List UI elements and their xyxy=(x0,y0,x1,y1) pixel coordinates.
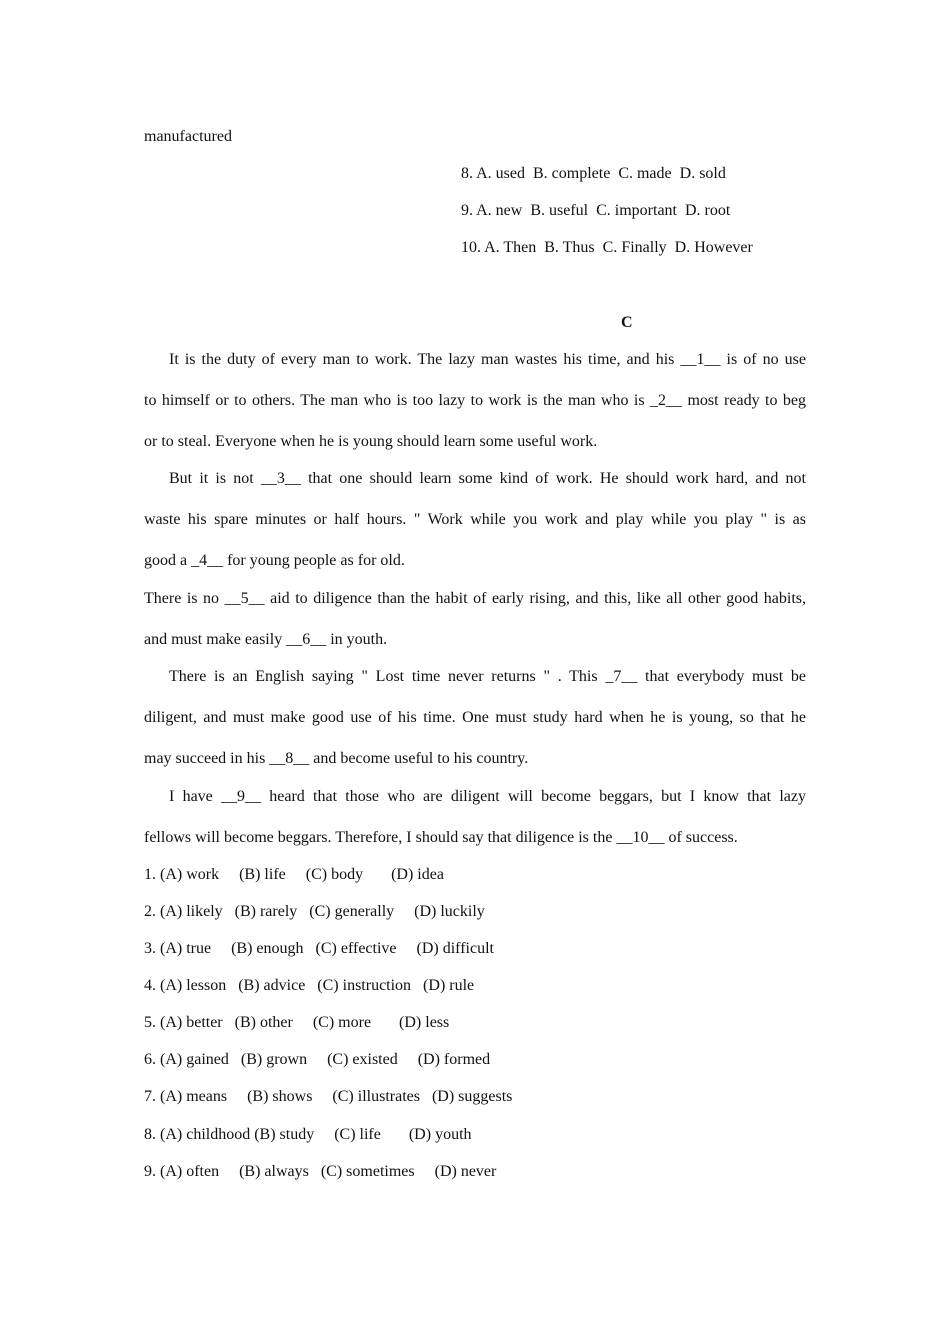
passage-line: There is an English saying " Lost time never returns " . This _7__ that everybody must be xyxy=(169,668,806,685)
passage-line: diligent, and must make good use of his time. One must study hard when he is young, so that he xyxy=(144,709,806,726)
question-option-2: 2. (A) likely (B) rarely (C) generally (D) luckily xyxy=(144,903,485,920)
question-option-1: 1. (A) work (B) life (C) body (D) idea xyxy=(144,866,444,883)
section-c-heading: C xyxy=(621,314,633,331)
passage-line: and must make easily __6__ in youth. xyxy=(144,631,388,648)
previous-passage-fragment: manufactured xyxy=(144,128,232,145)
passage-line: There is no __5__ aid to diligence than the habit of early rising, and this, like all other good habits, xyxy=(144,590,806,607)
passage-line: or to steal. Everyone when he is young should learn some useful work. xyxy=(144,433,598,450)
passage-line: It is the duty of every man to work. The lazy man wastes his time, and his __1__ is of no use xyxy=(169,351,806,368)
question-option-8: 8. (A) childhood (B) study (C) life (D) youth xyxy=(144,1126,472,1143)
passage-line: waste his spare minutes or half hours. " Work while you work and play while you play " is as xyxy=(144,511,806,528)
question-option-9: 9. (A) often (B) always (C) sometimes (D) never xyxy=(144,1163,497,1180)
section-b-option-9: 9. A. new B. useful C. important D. root xyxy=(461,202,731,219)
question-option-6: 6. (A) gained (B) grown (C) existed (D) formed xyxy=(144,1051,491,1068)
passage-line: may succeed in his __8__ and become useful to his country. xyxy=(144,750,529,767)
question-option-4: 4. (A) lesson (B) advice (C) instruction (D) rule xyxy=(144,977,475,994)
question-option-7: 7. (A) means (B) shows (C) illustrates (D) suggests xyxy=(144,1088,513,1105)
passage-line: I have __9__ heard that those who are diligent will become beggars, but I know that lazy xyxy=(169,788,806,805)
passage-line: to himself or to others. The man who is too lazy to work is the man who is _2__ most ready to beg xyxy=(144,392,806,409)
question-option-3: 3. (A) true (B) enough (C) effective (D) difficult xyxy=(144,940,494,957)
passage-line: fellows will become beggars. Therefore, I should say that diligence is the __10__ of success. xyxy=(144,829,738,846)
section-b-option-8: 8. A. used B. complete C. made D. sold xyxy=(461,165,726,182)
question-option-5: 5. (A) better (B) other (C) more (D) less xyxy=(144,1014,450,1031)
section-b-option-10: 10. A. Then B. Thus C. Finally D. However xyxy=(461,239,753,256)
passage-line: But it is not __3__ that one should learn some kind of work. He should work hard, and not xyxy=(169,470,806,487)
passage-line: good a _4__ for young people as for old. xyxy=(144,552,405,569)
